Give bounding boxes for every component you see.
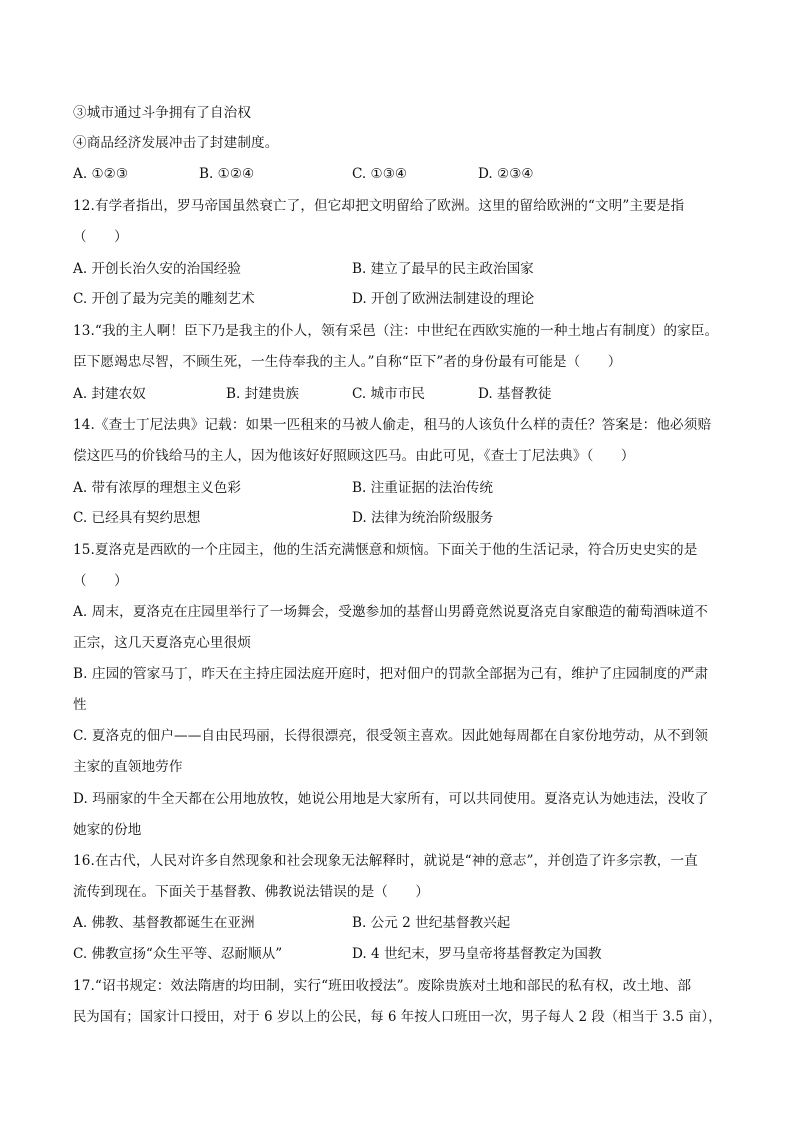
q15-option-a-line2: 正宗，这几天夏洛克心里很烦 bbox=[73, 635, 252, 651]
q13-option-d: D. 基督教徒 bbox=[478, 386, 552, 402]
q11-option-c: C. ①③④ bbox=[352, 166, 408, 182]
q12-stem-line1: 12.有学者指出，罗马帝国虽然衰亡了，但它却把文明留给了欧洲。这里的留给欧洲的“文明”主要是指 bbox=[73, 198, 685, 214]
q12-option-b: B. 建立了最早的民主政治国家 bbox=[352, 261, 534, 277]
q12-stem-line2: （ ） bbox=[73, 229, 128, 245]
q14-option-b: B. 注重证据的法治传统 bbox=[352, 480, 493, 496]
q11-option-a: A. ①②③ bbox=[73, 166, 129, 182]
q16-option-c: C. 佛教宣扬“众生平等、忍耐顺从” bbox=[73, 946, 283, 962]
q16-stem-line2: 流传到现在。下面关于基督教、佛教说法错误的是（ ） bbox=[73, 884, 430, 900]
q12-option-d: D. 开创了欧洲法制建设的理论 bbox=[352, 291, 535, 307]
q11-option-b: B. ①②④ bbox=[199, 166, 255, 182]
q15-option-d-line1: D. 玛丽家的牛全天都在公用地放牧，她说公用地是大家所有，可以共同使用。夏洛克认为她违法，没收了 bbox=[73, 791, 709, 807]
statement-3: ③城市通过斗争拥有了自治权 bbox=[73, 105, 252, 121]
q15-option-b-line1: B. 庄园的管家马丁，昨天在主持庄园法庭开庭时，把对佃户的罚款全部据为己有，维护了庄园制度的严肃 bbox=[73, 666, 709, 682]
q16-option-b: B. 公元 2 世纪基督教兴起 bbox=[352, 915, 511, 931]
q13-stem-line1: 13.“我的主人啊！臣下乃是我主的仆人，领有采邑（注：中世纪在西欧实施的一种土地占有制度）的家臣。 bbox=[73, 323, 719, 339]
q15-stem-line2: （ ） bbox=[73, 573, 128, 589]
q15-option-c-line1: C. 夏洛克的佃户——自由民玛丽，长得很漂亮，很受领主喜欢。因此她每周都在自家份地劳动，从不到领 bbox=[73, 728, 709, 744]
q13-option-c: C. 城市市民 bbox=[352, 386, 425, 402]
q15-option-c-line2: 主家的直领地劳作 bbox=[73, 759, 183, 775]
q12-option-a: A. 开创长治久安的治国经验 bbox=[73, 261, 241, 277]
q13-stem-line2: 臣下愿竭忠尽智，不顾生死，一生侍奉我的主人。”自称“臣下”者的身份最有可能是（ ） bbox=[73, 354, 622, 370]
q13-option-b: B. 封建贵族 bbox=[226, 386, 300, 402]
q14-option-a: A. 带有浓厚的理想主义色彩 bbox=[73, 480, 241, 496]
q17-stem-line2: 民为国有；国家计口授田，对于 6 岁以上的公民，每 6 年按人口班田一次，男子每人 2 段（相当于 3.5 亩）， bbox=[73, 1009, 722, 1025]
q15-option-a-line1: A. 周末，夏洛克在庄园里举行了一场舞会，受邀参加的基督山男爵竟然说夏洛克自家酿造的葡萄酒味道不 bbox=[73, 604, 708, 620]
q11-option-d: D. ②③④ bbox=[478, 166, 534, 182]
q16-option-d: D. 4 世纪末，罗马皇帝将基督教定为国教 bbox=[352, 946, 602, 962]
q15-option-b-line2: 性 bbox=[73, 697, 87, 713]
q12-option-c: C. 开创了最为完美的雕刻艺术 bbox=[73, 291, 255, 307]
q14-stem-line2: 偿这匹马的价钱给马的主人，因为他该好好照顾这匹马。由此可见，《查士丁尼法典》（ ） bbox=[73, 448, 635, 464]
q16-stem-line1: 16.在古代，人民对许多自然现象和社会现象无法解释时，就说是“神的意志”，并创造了许多宗教，一直 bbox=[73, 853, 698, 869]
q14-option-d: D. 法律为统治阶级服务 bbox=[352, 510, 494, 526]
q14-stem-line1: 14.《查士丁尼法典》记载：如果一匹租来的马被人偷走，租马的人该负什么样的责任？答案是：他必须赔 bbox=[73, 417, 712, 433]
q14-option-c: C. 已经具有契约思想 bbox=[73, 510, 201, 526]
q17-stem-line1: 17.“诏书规定：效法隋唐的均田制，实行“班田收授法”。废除贵族对土地和部民的私有权，改土地、部 bbox=[73, 978, 692, 994]
statement-4: ④商品经济发展冲击了封建制度。 bbox=[73, 135, 279, 151]
q13-option-a: A. 封建农奴 bbox=[73, 386, 146, 402]
q16-option-a: A. 佛教、基督教都诞生在亚洲 bbox=[73, 915, 255, 931]
q15-option-d-line2: 她家的份地 bbox=[73, 822, 142, 838]
q15-stem-line1: 15.夏洛克是西欧的一个庄园主，他的生活充满惬意和烦恼。下面关于他的生活记录，符合历史史实的是 bbox=[73, 542, 698, 558]
